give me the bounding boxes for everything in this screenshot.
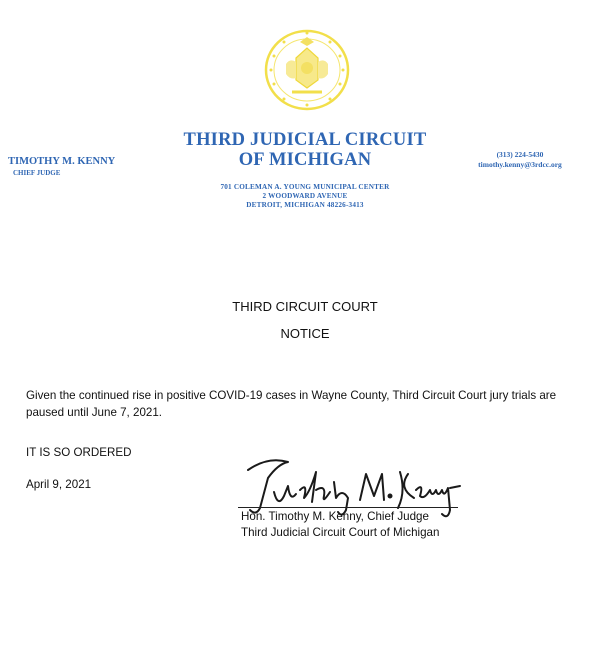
notice-date: April 9, 2021 (26, 478, 92, 491)
signer-court: Third Judicial Circuit Court of Michigan (241, 526, 440, 539)
chief-judge-title: CHIEF JUDGE (13, 169, 61, 177)
signature-line (238, 507, 458, 508)
order-statement: IT IS SO ORDERED (26, 446, 132, 459)
chief-judge-name: TIMOTHY M. KENNY (8, 156, 116, 167)
notice-heading-court: THIRD CIRCUIT COURT (232, 299, 378, 314)
address-line-1: 701 COLEMAN A. YOUNG MUNICIPAL CENTER (220, 183, 390, 191)
notice-heading-notice: NOTICE (280, 326, 330, 341)
notice-body: Given the continued rise in positive COVID-19 cases in Wayne County, Third Circuit Court jury trials are paused until June 7, 2021. (26, 389, 557, 419)
court-title-line1: THIRD JUDICIAL CIRCUIT (183, 130, 427, 150)
address-line-3: DETROIT, MICHIGAN 48226-3413 (246, 201, 364, 209)
signer-name: Hon. Timothy M. Kenny, Chief Judge (241, 510, 429, 523)
email-address: timothy.kenny@3rdcc.org (478, 160, 562, 169)
state-seal-icon (262, 28, 352, 112)
court-title-line2: OF MICHIGAN (238, 150, 372, 170)
phone-number: (313) 224-5430 (496, 150, 544, 159)
address-line-2: 2 WOODWARD AVENUE (262, 192, 348, 200)
